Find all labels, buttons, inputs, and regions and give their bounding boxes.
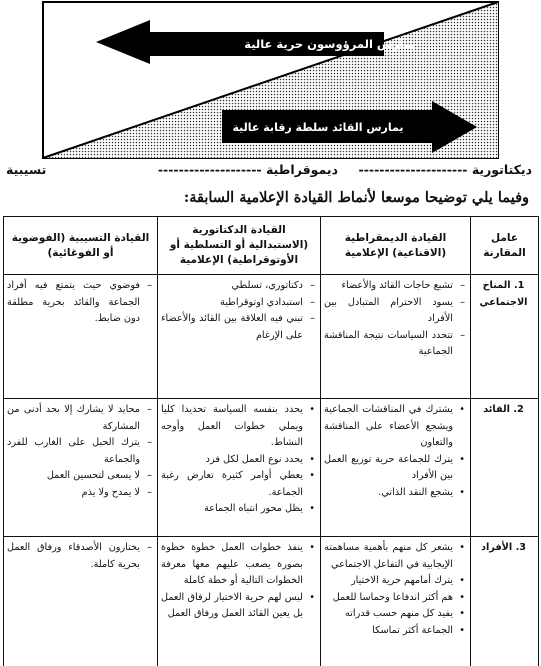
intro-sentence: وفيما يلي توضيحا موسعا لأنماط القيادة الإعلامية السابقة: (183, 189, 529, 206)
cell-laissez-faire (4, 399, 158, 537)
scale-democratic: ديموقراطية -------------------- (157, 162, 338, 177)
list-item: • يحدد بنفسه السياسة تحديدا كليا ويملي خطوات العمل وأوجه النشاط. (161, 402, 315, 452)
header-dictatorial: القيادة الدكتاتورية (الاستبدالية أو التسلطية أو الأوتوقراطية) الإعلامية (158, 217, 321, 275)
leadership-spectrum-diagram (0, 0, 541, 184)
factor-individuals: 3. الأفراد (471, 537, 539, 666)
cell-dictatorial (158, 275, 321, 399)
leadership-spectrum-scale (4, 162, 536, 182)
upper-arrow-label: يمارس المرؤوسون حرية عالية (244, 37, 416, 51)
list-item: • ينفذ خطوات العمل خطوة خطوة بصورة يصعب عليهم معها معرفة الخطوات التالية أو خطة كاملة (161, 540, 315, 590)
factor-leader: 2. القائد (471, 399, 539, 537)
list-item: • يشعر كل منهم بأهمية مساهمته الإيجابية في التفاعل الاجتماعي (324, 540, 465, 573)
list-item: • يعطي أوامر كثيرة تعارض رغبة الجماعة. (161, 468, 315, 501)
scale-dictatorial: ديكتاتورية --------------------- (358, 162, 532, 177)
lower-arrow-label: يمارس القائد سلطة رقابة عالية (232, 121, 404, 134)
cell-dictatorial (158, 537, 321, 666)
factor-social-climate: 1. المناخ الاجتماعي (471, 275, 539, 399)
list-item: – يختارون الأصدقاء ورفاق العمل بحرية كاملة. (7, 540, 152, 573)
list-item: • يشترك في المناقشات الجماعية ويشجع الأعضاء على المناقشة والتعاون (324, 402, 465, 452)
list-item: • يترك للجماعة حرية توزيع العمل بين الأفراد (324, 452, 465, 485)
list-item: – لا يسعى لتحسين العمل (7, 468, 152, 485)
list-item: • يحدد نوع العمل لكل فرد (161, 452, 315, 469)
list-item: • ليس لهم حرية الاختيار لرفاق العمل بل يعين القائد العمل ورفاق العمل (161, 590, 315, 623)
list-item: • يظل محور انتباه الجماعة (161, 501, 315, 518)
list-item: – تبني فيه العلاقة بين القائد والأعضاء على الإرغام (161, 311, 315, 344)
list-item: • هم أكثر اندفاعا وحماسا للعمل (324, 590, 465, 607)
list-item: – لا يمدح ولا يذم (7, 485, 152, 502)
cell-laissez-faire (4, 537, 158, 666)
list-item: • يفيد كل منهم حسب قدراته (324, 606, 465, 623)
leadership-comparison-table (3, 216, 539, 666)
list-item: – تتحدد السياسات نتيجة المناقشة الجماعية (324, 328, 465, 361)
list-item: – يترك الحبل على الغارب للفرد والجماعة (7, 435, 152, 468)
list-item: – يسود الاحترام المتبادل بين الأفراد (324, 295, 465, 328)
cell-democratic (321, 399, 471, 537)
list-item: – فوضوي حيث يتمتع فيه أفراد الجماعة والقائد بحرية مطلقة دون ضابط. (7, 278, 152, 328)
cell-laissez-faire (4, 275, 158, 399)
list-item: – دكتاتوري، تسلطي (161, 278, 315, 295)
cell-democratic (321, 275, 471, 399)
header-laissez-faire: القيادة التسيبية (الفوضوية أو الفوغائية) (4, 217, 158, 275)
header-democratic: القيادة الديمقراطية (الاقناعية) الإعلامية (321, 217, 471, 275)
header-comparison-factor: عامل المقارنة (471, 217, 539, 275)
scale-laissez-faire: تسيبية (6, 162, 47, 177)
table-header-row (4, 217, 539, 275)
list-item: – محايد لا يشارك إلا بحد أدنى من المشاركة (7, 402, 152, 435)
list-item: – تشبع حاجات القائد والأعضاء (324, 278, 465, 295)
table-row (4, 399, 539, 537)
list-item: – استبدادي اوتوقراطية (161, 295, 315, 312)
cell-dictatorial (158, 399, 321, 537)
list-item: • يترك أمامهم حرية الاختيار (324, 573, 465, 590)
table-row (4, 537, 539, 666)
table-row (4, 275, 539, 399)
cell-democratic (321, 537, 471, 666)
list-item: • الجماعة أكثر تماسكا (324, 623, 465, 640)
list-item: • يشجع النقد الذاتي. (324, 485, 465, 502)
